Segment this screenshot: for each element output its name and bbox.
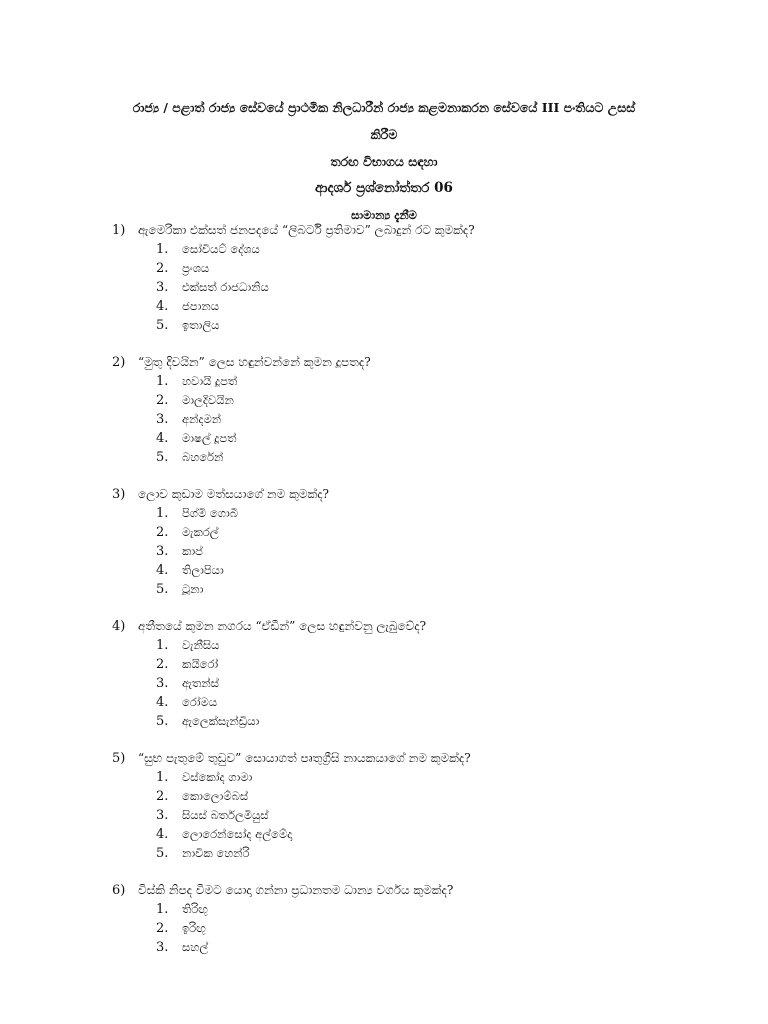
option-number: 1.	[156, 506, 169, 521]
option-text: සහල්	[182, 940, 209, 954]
option-text: එක්සත් රාජධානිය	[182, 280, 269, 294]
option-text: ඉතාලිය	[182, 318, 220, 332]
option-text: හවායි දූපත්	[182, 374, 238, 388]
option-text: වස්කෝද ගාමා	[182, 770, 253, 784]
answer-option	[112, 297, 712, 316]
answer-options	[112, 504, 712, 599]
answer-option	[112, 372, 712, 391]
option-text: කොලොම්බස්	[182, 789, 249, 803]
answer-option	[112, 655, 712, 674]
option-text: ලොරෙන්සෝද අල්මේදා	[182, 827, 293, 841]
option-text: ටූනා	[182, 582, 204, 596]
option-text: තිරිඟු	[182, 902, 208, 916]
option-number: 3.	[156, 544, 169, 559]
option-number: 5.	[156, 846, 169, 861]
question-item	[112, 617, 712, 731]
answer-options	[112, 372, 712, 467]
answer-option	[112, 278, 712, 297]
answer-option	[112, 240, 712, 259]
answer-option	[112, 919, 712, 938]
question-list	[112, 221, 712, 975]
answer-options	[112, 636, 712, 731]
option-number: 5.	[156, 714, 169, 729]
answer-options	[112, 900, 712, 957]
option-text: මාලදිවයින	[182, 393, 234, 407]
question-number: 1)	[112, 223, 126, 238]
option-text: මැකරල්	[182, 525, 219, 539]
answer-option	[112, 806, 712, 825]
answer-option	[112, 636, 712, 655]
answer-option	[112, 504, 712, 523]
answer-options	[112, 768, 712, 863]
question-row	[112, 221, 712, 240]
answer-option	[112, 391, 712, 410]
question-row	[112, 881, 712, 900]
question-item	[112, 749, 712, 863]
question-row	[112, 485, 712, 504]
section-heading: සාමාන්‍ය දැනීම	[351, 208, 417, 222]
option-number: 2.	[156, 921, 169, 936]
answer-option	[112, 523, 712, 542]
document-header	[100, 94, 668, 229]
question-row	[112, 749, 712, 768]
answer-option	[112, 429, 712, 448]
option-number: 3.	[156, 412, 169, 427]
question-text: “මුතු දිවයින” ලෙස හඳුන්වන්නේ කුමන දූපතද?	[138, 355, 371, 369]
option-number: 2.	[156, 261, 169, 276]
header-line-3: තරඟ විභාගය සඳහා	[330, 154, 438, 169]
option-number: 4.	[156, 827, 169, 842]
option-text: පිග්මි ගොබී	[182, 506, 238, 520]
option-number: 1.	[156, 374, 169, 389]
option-text: අන්දමන්	[182, 412, 222, 426]
option-text: තිලාපියා	[182, 563, 224, 577]
option-number: 1.	[156, 242, 169, 257]
answer-option	[112, 316, 712, 335]
question-row	[112, 617, 712, 636]
question-item	[112, 221, 712, 335]
question-item	[112, 881, 712, 957]
option-text: ඇලෙක්සැන්ඩ්‍රියා	[182, 714, 260, 728]
option-number: 5.	[156, 582, 169, 597]
option-number: 1.	[156, 902, 169, 917]
option-text: සෝවියට් දේශය	[182, 242, 260, 256]
option-number: 2.	[156, 657, 169, 672]
answer-option	[112, 410, 712, 429]
question-number: 6)	[112, 883, 126, 898]
option-number: 1.	[156, 638, 169, 653]
option-text: ප්‍රංශය	[182, 261, 210, 275]
option-number: 2.	[156, 525, 169, 540]
option-number: 3.	[156, 808, 169, 823]
question-item	[112, 485, 712, 599]
option-number: 4.	[156, 695, 169, 710]
option-text: මාෂල් දූපත්	[182, 431, 237, 445]
option-text: සියස් බර්තලමියුස්	[182, 808, 269, 822]
option-number: 5.	[156, 450, 169, 465]
answer-option	[112, 561, 712, 580]
answer-option	[112, 825, 712, 844]
option-number: 1.	[156, 770, 169, 785]
option-text: නාවික හෙන්රි	[182, 846, 250, 860]
answer-option	[112, 787, 712, 806]
answer-option	[112, 259, 712, 278]
option-text: කාප්	[182, 544, 203, 558]
option-number: 2.	[156, 789, 169, 804]
answer-option	[112, 542, 712, 561]
question-item	[112, 353, 712, 467]
header-line-1: රාජ්‍ය / පළාත් රාජ්‍ය සේවයේ ප්‍රාථමික නිලධාරීන් රාජ්‍ය කළමනාකරන සේවයේ III පංතියට උසස්	[132, 100, 636, 115]
option-number: 3.	[156, 676, 169, 691]
answer-options	[112, 240, 712, 335]
answer-option	[112, 712, 712, 731]
option-number: 4.	[156, 299, 169, 314]
question-text: විස්කි නිපද වීමට යොදා ගන්නා ප්‍රධානතම ධාන්‍ය වර්ගය කුමක්ද?	[138, 883, 454, 897]
option-number: 2.	[156, 393, 169, 408]
option-text: ඉරිඟු	[182, 921, 206, 935]
option-text: ජපානය	[182, 299, 219, 313]
question-number: 3)	[112, 487, 126, 502]
option-number: 4.	[156, 563, 169, 578]
answer-option	[112, 900, 712, 919]
answer-option	[112, 768, 712, 787]
answer-option	[112, 844, 712, 863]
option-text: රෝමය	[182, 695, 218, 709]
option-number: 3.	[156, 280, 169, 295]
question-number: 2)	[112, 355, 126, 370]
option-text: වැනීසිය	[182, 638, 220, 652]
question-number: 4)	[112, 619, 126, 634]
option-text: ඇතන්ස්	[182, 676, 219, 690]
question-text: ලොව කුඩාම මත්සයාගේ නම කුමක්ද?	[138, 487, 329, 501]
answer-option	[112, 674, 712, 693]
answer-option	[112, 693, 712, 712]
document-title: ආදර්ශ ප්‍රශ්නෝත්තර 06	[315, 180, 453, 196]
answer-option	[112, 938, 712, 957]
option-number: 5.	[156, 318, 169, 333]
answer-option	[112, 448, 712, 467]
question-text: “සුභ පැතුමේ තුඩුව” සොයාගත් පෘතුග්‍රීසි නායකයාගේ නම කුමක්ද?	[138, 751, 471, 765]
question-text: අතීතයේ කුමන නගරය “ඒඩීන්” ලෙස හඳුන්වනු ලැබුවේද?	[138, 619, 427, 633]
question-text: ඇමෙරිකා එක්සත් ජනපදයේ “ලිබර්ටි ප්‍රතිමාව” ලබාදුන් රට කුමක්ද?	[138, 223, 475, 237]
answer-option	[112, 580, 712, 599]
header-line-2: කිරීම	[370, 127, 398, 142]
option-number: 3.	[156, 940, 169, 955]
option-text: බහරේන්	[182, 450, 224, 464]
option-text: කයිරෝ	[182, 657, 219, 671]
option-number: 4.	[156, 431, 169, 446]
question-row	[112, 353, 712, 372]
question-number: 5)	[112, 751, 126, 766]
